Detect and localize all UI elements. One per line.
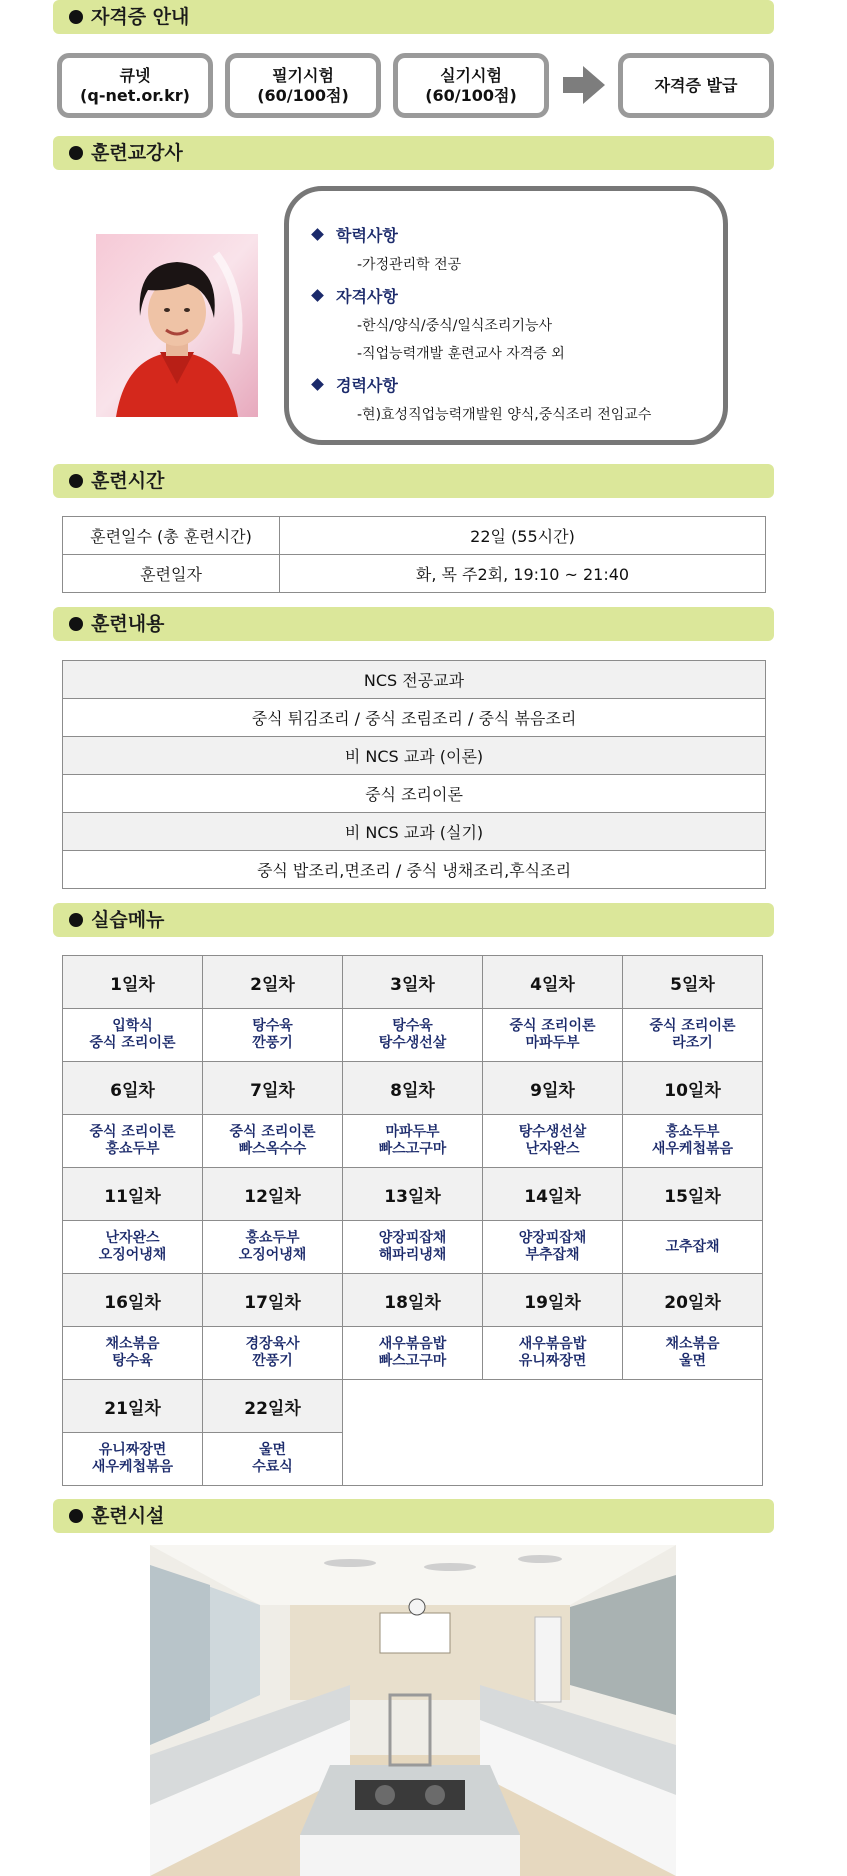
- instructor-photo: [96, 234, 258, 417]
- heading-text: 자격사항: [336, 287, 398, 306]
- menu-day: 17일차: [203, 1274, 343, 1327]
- dish-line: 채소볶음: [665, 1336, 720, 1352]
- arrow-right-icon: [563, 66, 605, 104]
- dish-line: 난자완스: [105, 1230, 160, 1246]
- menu-day: 20일차: [623, 1274, 763, 1327]
- menu-day: 21일차: [63, 1380, 203, 1433]
- dish-line: 양장피잡채: [378, 1230, 447, 1246]
- dish-line: 중식 조리이론: [649, 1018, 736, 1034]
- table-row: [63, 1168, 763, 1221]
- table-cell: 훈련일자: [63, 555, 280, 593]
- section-title: 훈련시간: [91, 470, 165, 492]
- menu-day: 1일차: [63, 956, 203, 1009]
- menu-dishes: [203, 1327, 343, 1380]
- menu-dishes: [203, 1433, 343, 1486]
- menu-dishes: [63, 1433, 203, 1486]
- section-schedule: [53, 464, 774, 498]
- table-cell: 비 NCS 교과 (이론): [63, 737, 766, 775]
- step-label: 필기시험: [272, 65, 334, 85]
- dish-line: 울면: [678, 1353, 707, 1369]
- diamond-icon: [311, 228, 324, 241]
- dish-line: 부추잡채: [525, 1247, 580, 1263]
- dish-line: 홍쇼두부: [245, 1230, 300, 1246]
- table-cell: 훈련일수 (총 훈련시간): [63, 517, 280, 555]
- dish-line: 깐풍기: [252, 1035, 293, 1051]
- menu-dishes: [623, 1115, 763, 1168]
- heading-text: 경력사항: [336, 376, 398, 395]
- dish-line: 홍쇼두부: [105, 1141, 160, 1157]
- table-row: [63, 699, 766, 737]
- dish-line: 난자완스: [525, 1141, 580, 1157]
- menu-dishes: [623, 1009, 763, 1062]
- diamond-icon: [311, 378, 324, 391]
- table-row: [63, 775, 766, 813]
- section-title: 훈련시설: [91, 1505, 165, 1527]
- menu-day: 4일차: [483, 956, 623, 1009]
- table-row: [63, 1274, 763, 1327]
- table-row: [63, 1062, 763, 1115]
- education-item: -가정관리학 전공: [357, 257, 462, 273]
- empty-cell: [343, 1380, 763, 1486]
- dish-line: 탕수육: [392, 1018, 433, 1034]
- table-row: [63, 517, 766, 555]
- menu-day: 10일차: [623, 1062, 763, 1115]
- dish-line: 마파두부: [385, 1124, 440, 1140]
- table-cell: 화, 목 주2회, 19:10 ~ 21:40: [280, 555, 766, 593]
- bullet-icon: [69, 10, 83, 24]
- cert-step-qnet: [57, 53, 213, 118]
- dish-line: 중식 조리이론: [89, 1035, 176, 1051]
- menu-day: 14일차: [483, 1168, 623, 1221]
- cert-step-written: [225, 53, 381, 118]
- dish-line: 경장육사: [245, 1336, 300, 1352]
- table-cell: 중식 조리이론: [63, 775, 766, 813]
- schedule-table: [62, 516, 766, 593]
- heading-text: 학력사항: [336, 226, 398, 245]
- menu-day: 12일차: [203, 1168, 343, 1221]
- dish-line: 빠스고구마: [378, 1141, 447, 1157]
- dish-line: 유니짜장면: [518, 1353, 587, 1369]
- dish-line: 마파두부: [525, 1035, 580, 1051]
- menu-day: 11일차: [63, 1168, 203, 1221]
- bullet-icon: [69, 1509, 83, 1523]
- table-row: [63, 1009, 763, 1062]
- table-row: [63, 813, 766, 851]
- table-cell: 22일 (55시간): [280, 517, 766, 555]
- menu-dishes: [343, 1009, 483, 1062]
- cert-step-practical: [393, 53, 549, 118]
- table-cell: 중식 튀김조리 / 중식 조림조리 / 중식 볶음조리: [63, 699, 766, 737]
- step-label: 자격증 발급: [654, 75, 738, 95]
- dish-line: 유니짜장면: [98, 1442, 167, 1458]
- menu-day: 5일차: [623, 956, 763, 1009]
- menu-day: 9일차: [483, 1062, 623, 1115]
- dish-line: 홍쇼두부: [665, 1124, 720, 1140]
- career-item: -현)효성직업능력개발원 양식,중식조리 전임교수: [357, 407, 652, 423]
- table-row: [63, 1115, 763, 1168]
- dish-line: 입학식: [112, 1018, 153, 1034]
- dish-line: 탕수육: [252, 1018, 293, 1034]
- section-content: [53, 607, 774, 641]
- table-row: [63, 956, 763, 1009]
- dish-line: 중식 조리이론: [229, 1124, 316, 1140]
- dish-line: 새우케첩볶음: [651, 1141, 734, 1157]
- bullet-icon: [69, 913, 83, 927]
- menu-dishes: [63, 1327, 203, 1380]
- menu-dishes: [203, 1115, 343, 1168]
- menu-day: 7일차: [203, 1062, 343, 1115]
- dish-line: 울면: [258, 1442, 287, 1458]
- section-facility: [53, 1499, 774, 1533]
- menu-dishes: [63, 1115, 203, 1168]
- menu-day: 8일차: [343, 1062, 483, 1115]
- dish-line: 중식 조리이론: [89, 1124, 176, 1140]
- menu-dishes: [343, 1327, 483, 1380]
- menu-day: 6일차: [63, 1062, 203, 1115]
- dish-line: 새우케첩볶음: [91, 1459, 174, 1475]
- menu-dishes: [623, 1327, 763, 1380]
- table-row: [63, 737, 766, 775]
- dish-line: 채소볶음: [105, 1336, 160, 1352]
- menu-day: 3일차: [343, 956, 483, 1009]
- menu-day: 18일차: [343, 1274, 483, 1327]
- table-row: [63, 1327, 763, 1380]
- instructor-bio: [284, 186, 728, 445]
- step-sub: (60/100점): [257, 85, 349, 105]
- menu-dishes: [343, 1221, 483, 1274]
- bullet-icon: [69, 474, 83, 488]
- dish-line: 라조기: [672, 1035, 713, 1051]
- dish-line: 오징어냉채: [98, 1247, 167, 1263]
- section-title: 훈련내용: [91, 613, 165, 635]
- dish-line: 수료식: [252, 1459, 293, 1475]
- step-sub: (60/100점): [425, 85, 517, 105]
- education-heading: [313, 223, 723, 246]
- step-label: 큐넷: [119, 65, 151, 85]
- section-instructor: [53, 136, 774, 170]
- section-certificate: [53, 0, 774, 34]
- facility-photo: [150, 1545, 676, 1876]
- menu-day: 15일차: [623, 1168, 763, 1221]
- cert-step-issue: [618, 53, 774, 118]
- table-row: [63, 851, 766, 889]
- step-label: 실기시험: [440, 65, 502, 85]
- dish-line: 양장피잡채: [518, 1230, 587, 1246]
- table-cell: 비 NCS 교과 (실기): [63, 813, 766, 851]
- table-row: [63, 1380, 763, 1433]
- bullet-icon: [69, 146, 83, 160]
- dish-line: 고추잡채: [665, 1238, 720, 1255]
- section-title: 자격증 안내: [91, 6, 190, 28]
- license-item: -한식/양식/중식/일식조리기능사: [357, 318, 553, 334]
- menu-dishes: [483, 1327, 623, 1380]
- content-table: [62, 660, 766, 889]
- license-heading: [313, 284, 723, 307]
- dish-line: 해파리냉채: [378, 1247, 447, 1263]
- dish-line: 탕수육: [112, 1353, 153, 1369]
- dish-line: 빠스옥수수: [238, 1141, 307, 1157]
- table-row: [63, 661, 766, 699]
- section-menu: [53, 903, 774, 937]
- table-row: [63, 555, 766, 593]
- menu-day: 22일차: [203, 1380, 343, 1433]
- dish-line: 오징어냉채: [238, 1247, 307, 1263]
- menu-day: 19일차: [483, 1274, 623, 1327]
- menu-day: 16일차: [63, 1274, 203, 1327]
- career-heading: [313, 373, 723, 396]
- menu-dishes: [623, 1221, 763, 1274]
- menu-dishes: [203, 1009, 343, 1062]
- menu-table: [62, 955, 763, 1486]
- table-row: [63, 1221, 763, 1274]
- menu-day: 2일차: [203, 956, 343, 1009]
- menu-dishes: [483, 1009, 623, 1062]
- menu-dishes: [343, 1115, 483, 1168]
- menu-dishes: [483, 1115, 623, 1168]
- dish-line: 중식 조리이론: [509, 1018, 596, 1034]
- section-title: 실습메뉴: [91, 909, 165, 931]
- table-cell: 중식 밥조리,면조리 / 중식 냉채조리,후식조리: [63, 851, 766, 889]
- menu-day: 13일차: [343, 1168, 483, 1221]
- menu-dishes: [203, 1221, 343, 1274]
- dish-line: 새우볶음밥: [518, 1336, 587, 1352]
- dish-line: 탕수생선살: [378, 1035, 447, 1051]
- dish-line: 새우볶음밥: [378, 1336, 447, 1352]
- section-title: 훈련교강사: [91, 142, 183, 164]
- step-sub: (q-net.or.kr): [80, 85, 190, 105]
- table-cell: NCS 전공교과: [63, 661, 766, 699]
- dish-line: 빠스고구마: [378, 1353, 447, 1369]
- diamond-icon: [311, 289, 324, 302]
- menu-dishes: [63, 1221, 203, 1274]
- bullet-icon: [69, 617, 83, 631]
- license-item: -직업능력개발 훈련교사 자격증 외: [357, 346, 565, 362]
- dish-line: 깐풍기: [252, 1353, 293, 1369]
- dish-line: 탕수생선살: [518, 1124, 587, 1140]
- menu-dishes: [483, 1221, 623, 1274]
- menu-dishes: [63, 1009, 203, 1062]
